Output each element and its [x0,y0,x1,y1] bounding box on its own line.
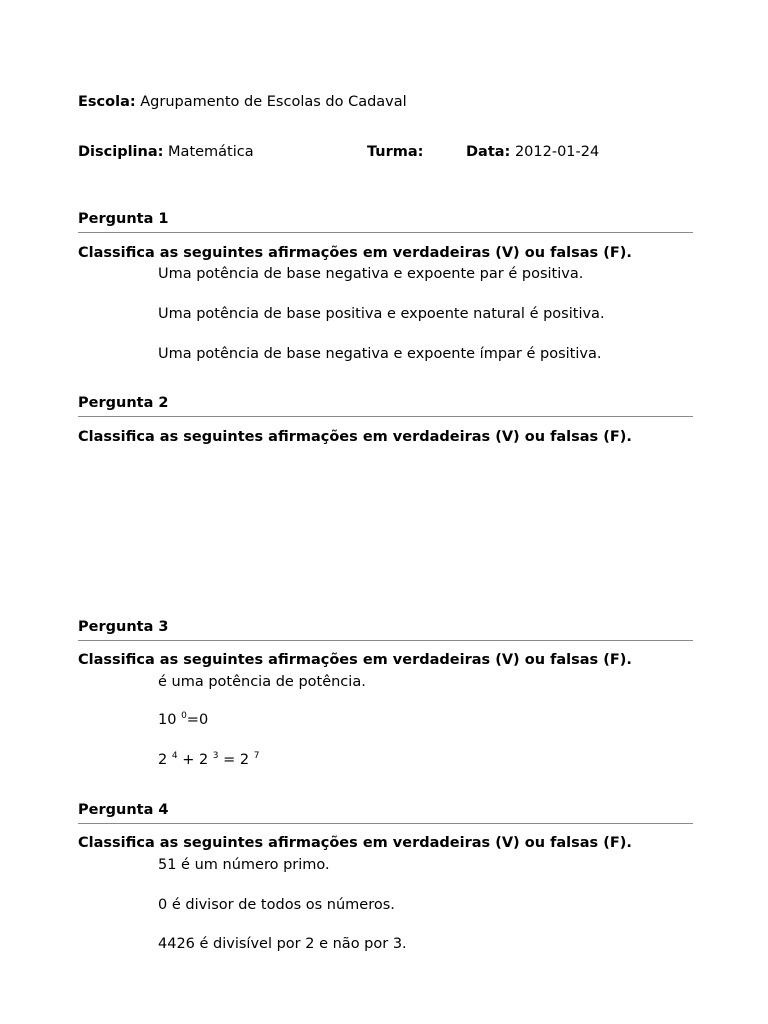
power-exponent: 0 [181,711,187,721]
question-3-title: Pergunta 3 [78,617,693,641]
school-name: Agrupamento de Escolas do Cadaval [140,94,407,110]
question-4-instruction: Classifica as seguintes afirmações em verdadeiras (V) ou falsas (F). [78,835,632,851]
term-c-base: 2 [239,752,250,768]
class-label: Turma: [367,144,424,160]
question-1-instruction: Classifica as seguintes afirmações em verdadeiras (V) ou falsas (F). [78,245,632,261]
question-4-statement-1: 51 é um número primo. [158,857,330,873]
equals-sign: = [223,752,236,768]
question-3-statement-1: é uma potência de potência. [158,674,366,690]
term-c-exponent: 7 [253,751,260,761]
question-3-instruction: Classifica as seguintes afirmações em verdadeiras (V) ou falsas (F). [78,652,632,668]
plus-sign: + [182,752,195,768]
question-1-title: Pergunta 1 [78,209,693,233]
question-4-statement-2: 0 é divisor de todos os números. [158,897,395,913]
term-a-base: 2 [158,752,168,768]
question-3-statement-3 [158,750,259,770]
question-1-statement-3: Uma potência de base negativa e expoente ímpar é positiva. [158,346,602,362]
question-4-statement-3: 4426 é divisível por 2 e não por 3. [158,936,407,952]
question-3-statement-2 [158,710,208,730]
question-4-title: Pergunta 4 [78,800,693,824]
date-label: Data: [466,144,511,160]
date-line [466,142,599,162]
power-base: 10 [158,712,177,728]
school-line [78,92,407,112]
question-1-statement-1: Uma potência de base negativa e expoente par é positiva. [158,266,584,282]
discipline-label: Disciplina: [78,144,164,160]
discipline-line [78,142,254,162]
school-label: Escola: [78,94,136,110]
question-2-instruction: Classifica as seguintes afirmações em verdadeiras (V) ou falsas (F). [78,429,632,445]
term-b-base: 2 [198,752,209,768]
date-value: 2012-01-24 [514,144,600,160]
class-line [367,142,423,162]
term-a-exponent: 4 [171,751,178,761]
question-1-statement-2: Uma potência de base positiva e expoente natural é positiva. [158,306,605,322]
power-result: =0 [186,712,209,728]
question-2-title: Pergunta 2 [78,393,693,417]
term-b-exponent: 3 [212,751,219,761]
discipline-value: Matemática [168,144,254,160]
